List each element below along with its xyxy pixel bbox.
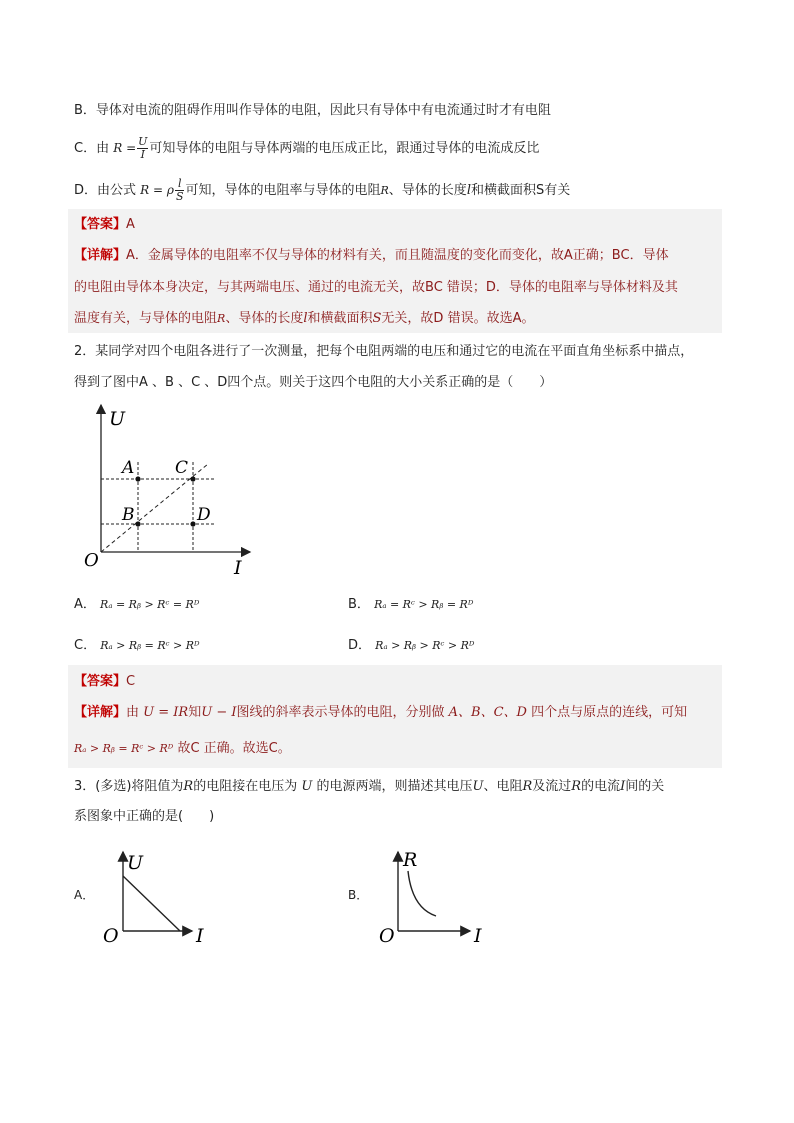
q1-detail-line-1: 【详解】A．金属导体的电阻率不仅与导体的材料有关，而且随温度的变化而变化，故A正确；BC．导体 (74, 248, 669, 263)
q3-option-b-label: B． (348, 888, 369, 902)
graph-b-label-i: I (474, 925, 482, 947)
q2-option-d: D． Rₐ > Rᵦ > Rᶜ > Rᴰ (348, 638, 475, 653)
graph-label-a: A (122, 458, 135, 478)
q2-option-c: C． Rₐ > Rᵦ = Rᶜ > Rᴰ (74, 638, 200, 653)
q2-ui-graph (80, 400, 260, 580)
q1-option-c: C．由 R = $\frac{U}{I}$ 可知导体的电阻与导体两端的电压成正比，跟通过导体的电流成反比 (74, 135, 540, 161)
point-b-dot (135, 521, 140, 526)
q3-option-a-label: A． (74, 888, 95, 902)
u-i-line (123, 876, 180, 931)
graph-b-label-o: O (379, 925, 395, 947)
graph-a-label-o: O (103, 925, 119, 947)
q2-detail-line-1: 【详解】由 U = IR知U − I图线的斜率表示导体的电阻，分别做 A、B、C、D 四个点与原点的连线，可知 (74, 705, 688, 720)
graph-label-o: O (84, 550, 99, 571)
graph-label-u: U (109, 408, 126, 430)
graph-label-d: D (197, 505, 211, 525)
q3-graph-b (376, 846, 496, 950)
q3-stem-line-1: 3．(多选)将阻值为R的电阻接在电压为 U 的电源两端，则描述其电压U、电阻R及流过R的电流I间的关 (74, 779, 665, 794)
fraction-u-over-i: $\frac{U}{I}$ (138, 135, 148, 161)
q3-graph-a (100, 846, 220, 950)
fraction-l-over-s: $\frac{l}{S}$ (175, 177, 184, 203)
graph-b-label-r: R (403, 849, 418, 871)
graph-label-b: B (122, 505, 135, 525)
graph-a-label-u: U (127, 852, 144, 874)
q2-stem-line-2: 得到了图中A 、B 、C 、D四个点。则关于这四个电阻的大小关系正确的是（ ） (74, 375, 553, 390)
graph-a-label-i: I (196, 925, 204, 947)
q1-answer: 【答案】A (74, 217, 135, 232)
q2-stem-line-1: 2．某同学对四个电阻各进行了一次测量，把每个电阻两端的电压和通过它的电流在平面直角坐标系中描点， (74, 344, 694, 359)
q1-option-d: D．由公式 R = ρ $\frac{l}{S}$ 可知，导体的电阻率与导体的电阻R、导体的长度l和横截面积S有关 (74, 177, 571, 203)
point-c-dot (190, 476, 195, 481)
point-d-dot (190, 521, 195, 526)
graph-label-i: I (234, 557, 242, 579)
r-i-curve (408, 871, 436, 916)
q1-detail-line-2: 的电阻由导体本身决定，与其两端电压、通过的电流无关，故BC 错误；D．导体的电阻率与导体材料及其 (74, 280, 678, 295)
q1-detail-line-3: 温度有关，与导体的电阻R、导体的长度l和横截面积S无关，故D 错误。故选A。 (74, 311, 535, 326)
q1-option-b: B．导体对电流的阻碍作用叫作导体的电阻，因此只有导体中有电流通过时才有电阻 (74, 103, 551, 118)
q2-detail-line-2: Rₐ > Rᵦ = Rᶜ > Rᴰ 故C 正确。故选C。 (74, 741, 291, 756)
graph-label-c: C (175, 458, 189, 478)
q2-answer: 【答案】C (74, 674, 136, 689)
q3-stem-line-2: 系图象中正确的是( ) (74, 809, 215, 824)
q2-option-a: A． Rₐ = Rᵦ > Rᶜ = Rᴰ (74, 597, 200, 612)
q2-option-b: B． Rₐ = Rᶜ > Rᵦ = Rᴰ (348, 597, 474, 612)
point-a-dot (135, 476, 140, 481)
